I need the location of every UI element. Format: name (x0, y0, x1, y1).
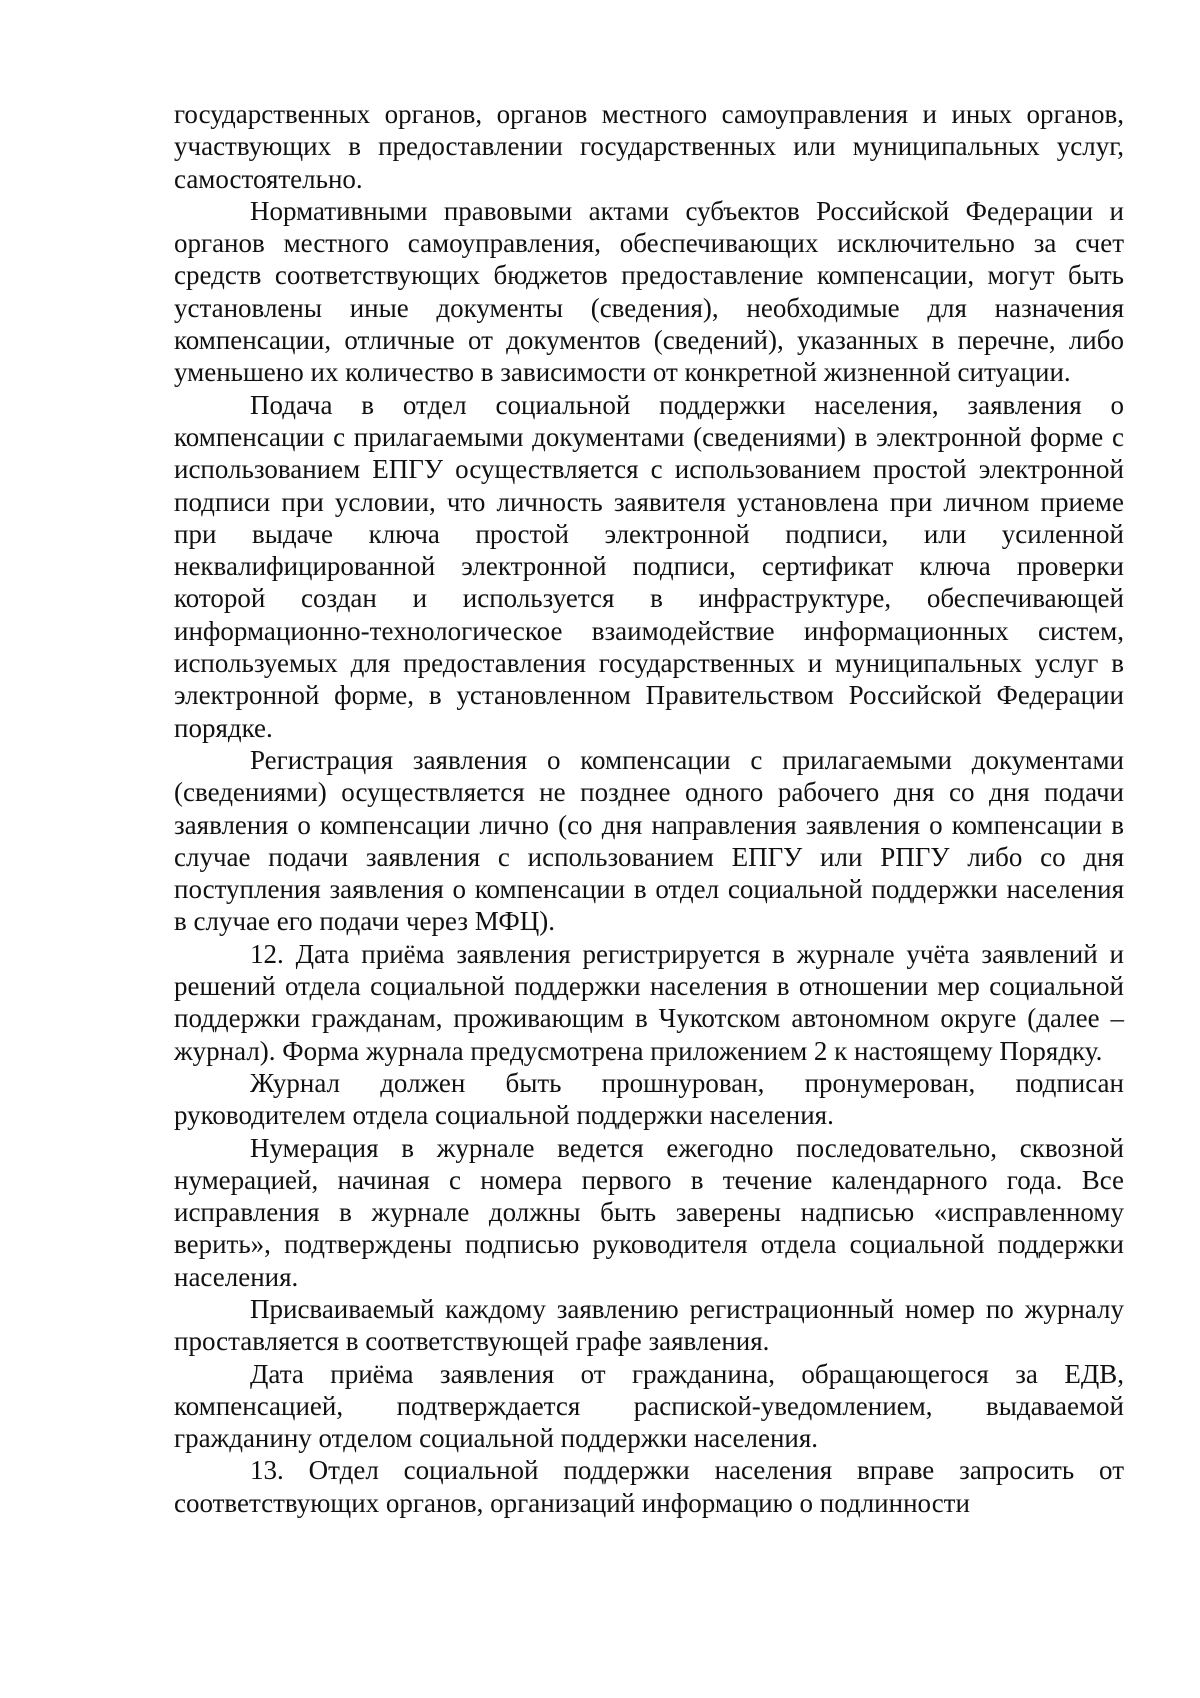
paragraph-registration: Регистрация заявления о компенсации с прилагаемыми документами (сведениями) осуществляется не позднее одного рабочего дня со дня подачи заявления о компенсации лично (со дня направления заявления о компенсации в случае подачи заявления с использованием ЕПГУ или РПГУ либо со дня поступления заявления о компенсации в отдел социальной поддержки населения в случае его подачи через МФЦ). (174, 744, 1124, 937)
paragraph-item-13: 13. Отдел социальной поддержки населения вправе запросить от соответствующих органов, организаций информацию о подлинности (174, 1455, 1124, 1518)
paragraph-electronic-submission: Подача в отдел социальной поддержки населения, заявления о компенсации с прилагаемыми документами (сведениями) в электронной форме с использованием ЕПГУ осуществляется с использованием простой электронной подписи при условии, что личность заявителя установлена при личном приеме при выдаче ключа простой электронной подписи, или усиленной неквалифицированной электронной подписи, сертификат ключа проверки которой создан и используется в инфраструктуре, обеспечивающей информационно-технологическое взаимодействие информационных систем, используемых для предоставления государственных и муниципальных услуг в электронной форме, в установленном Правительством Российской Федерации порядке. (174, 389, 1124, 743)
paragraph-normative-acts: Нормативными правовыми актами субъектов Российской Федерации и органов местного самоуправления, обеспечивающих исключительно за счет средств соответствующих бюджетов предоставление компенсации, могут быть установлены иные документы (сведения), необходимые для назначения компенсации, отличные от документов (сведений), указанных в перечне, либо уменьшено их количество в зависимости от конкретной жизненной ситуации. (174, 195, 1124, 388)
paragraph-item-12: 12. Дата приёма заявления регистрируется в журнале учёта заявлений и решений отдела социальной поддержки населения в отношении мер социальной поддержки гражданам, проживающим в Чукотском автономном округе (далее – журнал). Форма журнала предусмотрена приложением 2 к настоящему Порядку. (174, 938, 1124, 1066)
paragraph-registration-number: Присваиваемый каждому заявлению регистрационный номер по журналу проставляется в соответствующей графе заявления. (174, 1293, 1124, 1357)
paragraph-journal-binding: Журнал должен быть прошнурован, пронумерован, подписан руководителем отдела социальной поддержки населения. (174, 1067, 1124, 1131)
paragraph-journal-numbering: Нумерация в журнале ведется ежегодно последовательно, сквозной нумерацией, начиная с номера первого в течение календарного года. Все исправления в журнале должны быть заверены надписью «исправленному верить», подтверждены подписью руководителя отдела социальной поддержки населения. (174, 1132, 1124, 1292)
paragraph-receipt-date: Дата приёма заявления от гражданина, обращающегося за ЕДВ, компенсацией, подтверждается распиской-уведомлением, выдаваемой гражданину отделом социальной поддержки населения. (174, 1358, 1124, 1454)
document-body (174, 98, 1124, 1519)
paragraph-continuation: государственных органов, органов местного самоуправления и иных органов, участвующих в предоставлении государственных или муниципальных услуг, самостоятельно. (174, 99, 1124, 194)
